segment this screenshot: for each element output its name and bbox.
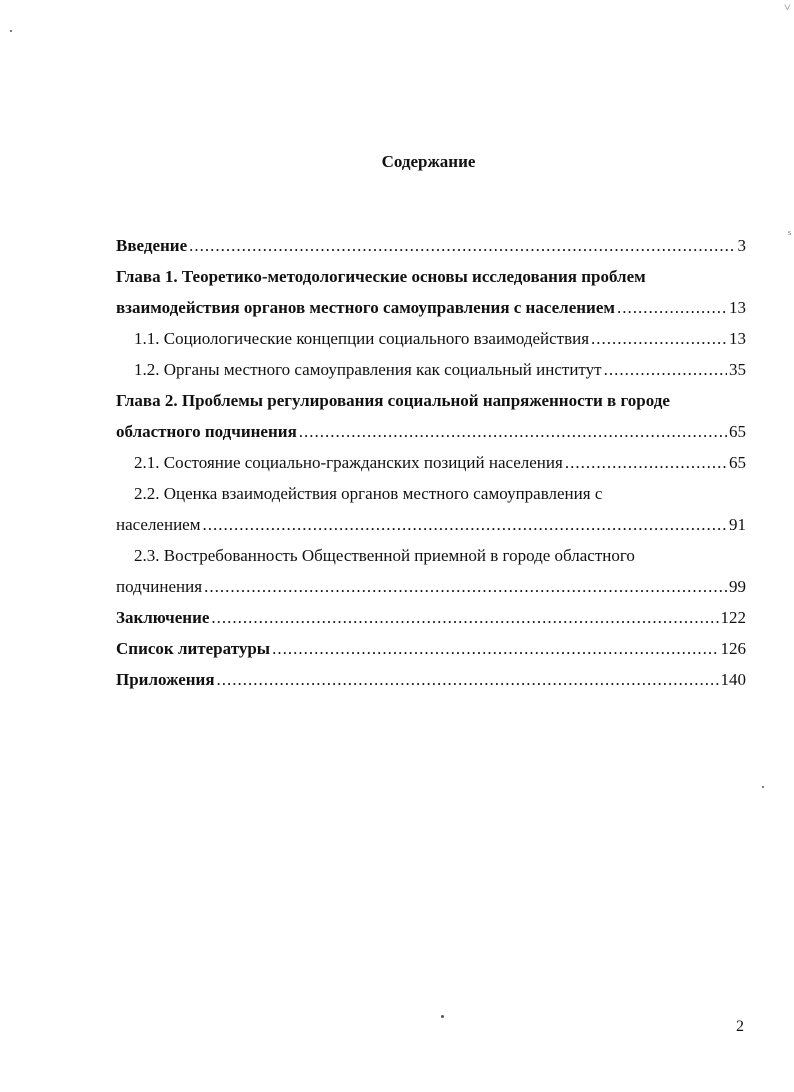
toc-entry-page: 3 [737, 236, 746, 255]
toc-entry-text: 2.3. Востребованность Общественной приемной в городе областного [134, 546, 635, 565]
toc-entry [116, 540, 746, 571]
toc-entry [116, 230, 746, 261]
toc-entry [116, 571, 746, 602]
toc-entry-text: Введение [116, 236, 188, 255]
toc-entry-text: населением [116, 515, 201, 534]
toc-entry [116, 602, 746, 633]
toc-entry-text: Глава 2. Проблемы регулирования социальной напряженности в городе [116, 391, 670, 410]
leader-dots [217, 664, 719, 695]
page-number: 2 [736, 1018, 744, 1035]
leader-dots [211, 602, 718, 633]
toc-entry-text: 2.2. Оценка взаимодействия органов местного самоуправления с [134, 484, 603, 503]
leader-dots [565, 447, 727, 478]
toc-entry-page: 65 [729, 422, 746, 441]
toc-entry-text: областного подчинения [116, 422, 297, 441]
toc-entry-text: 2.1. Состояние социально-гражданских позиций населения [134, 453, 563, 472]
leader-dots [604, 354, 727, 385]
leader-dots [591, 323, 727, 354]
leader-dots [272, 633, 718, 664]
scan-mark: ˢ [788, 228, 791, 243]
toc-entry-page: 140 [720, 670, 746, 689]
leader-dots [617, 292, 727, 323]
leader-dots [204, 571, 727, 602]
toc-entry-text: Глава 1. Теоретико-методологические основы исследования проблем [116, 267, 646, 286]
toc-entry-text: взаимодействия органов местного самоуправления с населением [116, 298, 615, 317]
leader-dots [202, 509, 727, 540]
scan-speck [10, 30, 12, 32]
scan-speck [762, 786, 764, 788]
toc-entry [116, 664, 746, 695]
scan-mark: ˅ [784, 0, 791, 14]
toc-entry [116, 385, 746, 416]
leader-dots [299, 416, 727, 447]
page-title: Содержание [381, 152, 476, 171]
toc-entry [116, 261, 746, 292]
toc-entry [116, 354, 746, 385]
scan-speck [441, 1015, 444, 1018]
toc-entry-text: Приложения [116, 670, 215, 689]
toc-entry-text: подчинения [116, 577, 203, 596]
toc-entry-text: Список литературы [116, 639, 271, 658]
toc-entry-page: 91 [729, 515, 746, 534]
table-of-contents [116, 230, 746, 695]
toc-entry-page: 13 [729, 329, 746, 348]
toc-entry-page: 13 [729, 298, 746, 317]
toc-entry-text: 1.2. Органы местного самоуправления как социальный институт [134, 360, 602, 379]
toc-entry [116, 509, 746, 540]
toc-entry-page: 99 [729, 577, 746, 596]
toc-entry-page: 122 [720, 608, 746, 627]
toc-entry-page: 65 [729, 453, 746, 472]
toc-entry-page: 35 [729, 360, 746, 379]
toc-entry-text: 1.1. Социологические концепции социального взаимодействия [134, 329, 590, 348]
toc-entry [116, 323, 746, 354]
toc-entry [116, 416, 746, 447]
toc-entry [116, 447, 746, 478]
toc-entry-page: 126 [720, 639, 746, 658]
leader-dots [189, 230, 735, 261]
toc-entry [116, 633, 746, 664]
toc-entry [116, 478, 746, 509]
toc-entry-text: Заключение [116, 608, 210, 627]
toc-entry [116, 292, 746, 323]
